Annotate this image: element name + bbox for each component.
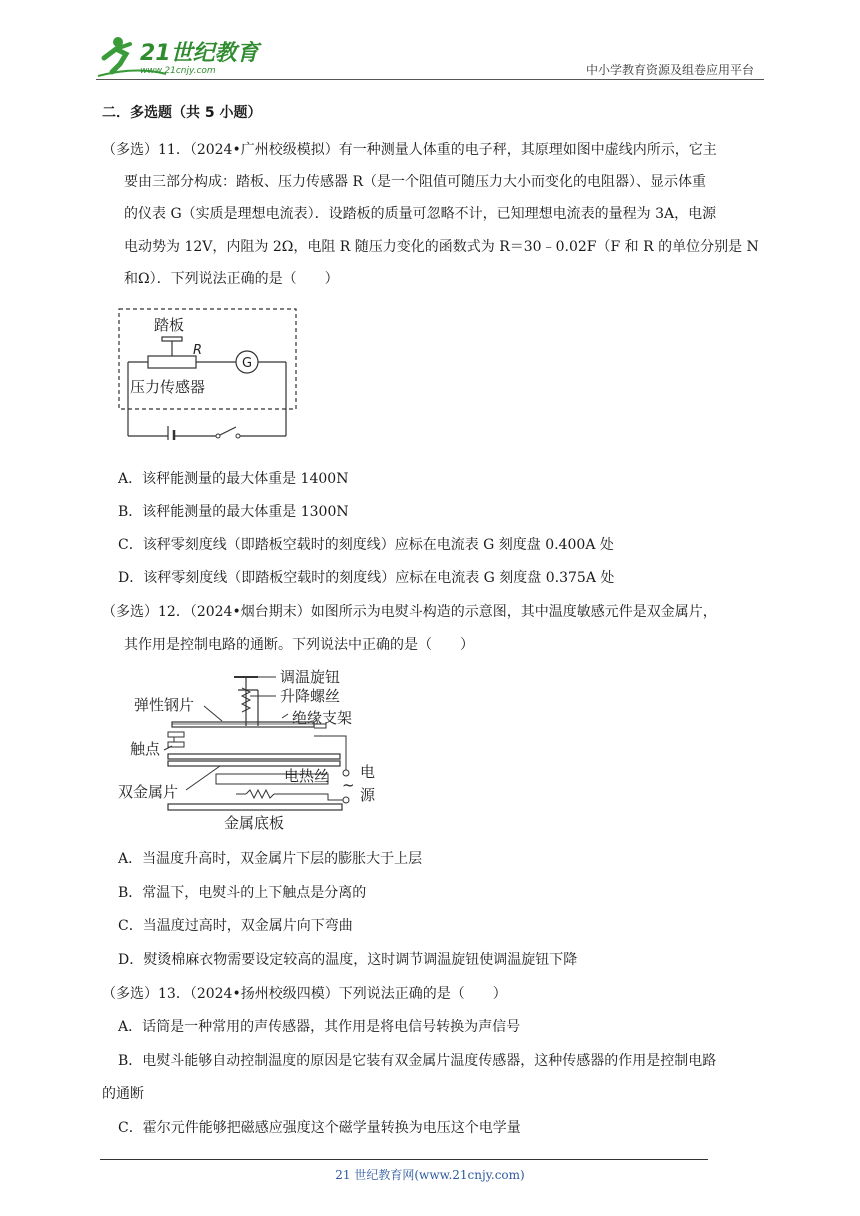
q11-line-1: （多选）11．（2024•广州校级模拟）有一种测量人体重的电子秤，其原理如图中虚线内所示，它主 <box>102 142 717 158</box>
q12-option-b: B．常温下，电熨斗的上下触点是分离的 <box>118 885 367 901</box>
footer-text[interactable]: 21 世纪教育网(www.21cnjy.com) <box>335 1168 525 1182</box>
heater-label: 电热丝 <box>284 767 330 785</box>
q11-option-b: B．该秤能测量的最大体重是 1300N <box>118 504 349 520</box>
q12-line-2: 其作用是控制电路的通断。下列说法中正确的是（ ） <box>124 637 474 653</box>
q12-iron-figure <box>116 666 396 836</box>
pedal-label: 踏板 <box>154 316 185 334</box>
resistor-r-label: R <box>193 343 203 358</box>
site-logo <box>96 36 266 80</box>
q13-option-b: B．电熨斗能够自动控制温度的原因是它装有双金属片温度传感器，这种传感器的作用是控制电路 <box>118 1053 717 1069</box>
knob-label: 调温旋钮 <box>280 668 341 686</box>
power-label-2: 源 <box>360 786 376 804</box>
contact-label: 触点 <box>130 740 161 758</box>
q11-line-5: 和Ω）．下列说法正确的是（ ） <box>124 271 339 287</box>
pressure-sensor-resistor <box>148 356 196 368</box>
power-label-1: 电 <box>360 763 376 781</box>
logo-url-text: www.21cnjy.com <box>140 66 216 76</box>
header-platform-text: 中小学教育资源及组卷应用平台 <box>585 63 754 77</box>
q13-option-a: A．话筒是一种常用的声传感器，其作用是将电信号转换为声信号 <box>118 1019 521 1035</box>
spring-label: 弹性钢片 <box>134 696 195 714</box>
section-title: 二．多选题（共 5 小题） <box>102 105 262 121</box>
header-divider <box>96 79 764 80</box>
q11-option-a: A．该秤能测量的最大体重是 1400N <box>118 471 349 487</box>
q11-option-d: D．该秤零刻度线（即踏板空载时的刻度线）应标在电流表 G 刻度盘 0.375A 处 <box>118 570 615 586</box>
q12-option-a: A．当温度升高时，双金属片下层的膨胀大于上层 <box>118 851 423 867</box>
bimetal-label: 双金属片 <box>118 783 179 801</box>
q13-option-b-cont: 的通断 <box>102 1086 144 1102</box>
sensor-label: 压力传感器 <box>130 378 206 396</box>
q12-option-c: C．当温度过高时，双金属片向下弯曲 <box>118 918 353 934</box>
q11-line-2: 要由三部分构成：踏板、压力传感器 R（是一个阻值可随压力大小而变化的电阻器）、显示体重 <box>124 174 706 190</box>
q11-option-c: C．该秤零刻度线（即踏板空载时的刻度线）应标在电流表 G 刻度盘 0.400A 处 <box>118 537 614 553</box>
base-label: 金属底板 <box>224 814 285 832</box>
q13-option-c: C．霍尔元件能够把磁感应强度这个磁学量转换为电压这个电学量 <box>118 1120 521 1136</box>
q13-line-1: （多选）13．（2024•扬州校级四模）下列说法正确的是（ ） <box>102 986 507 1002</box>
logo-text: 21世纪教育 <box>140 41 259 66</box>
ammeter-g-label: G <box>242 356 253 371</box>
tilde-label: ~ <box>342 776 355 794</box>
q11-circuit-figure <box>116 306 302 444</box>
q12-line-1: （多选）12．（2024•烟台期末）如图所示为电熨斗构造的示意图，其中温度敏感元件是双金属片， <box>102 604 717 620</box>
footer-divider <box>100 1159 708 1160</box>
bracket-label: 绝缘支架 <box>292 709 353 727</box>
q11-line-4: 电动势为 12V，内阻为 2Ω，电阻 R 随压力变化的函数式为 R＝30﹣0.02F（F 和 R 的单位分别是 N <box>124 239 759 255</box>
q12-option-d: D．熨烫棉麻衣物需要设定较高的温度，这时调节调温旋钮使调温旋钮下降 <box>118 952 578 968</box>
screw-label: 升降螺丝 <box>280 687 341 705</box>
q11-line-3: 的仪表 G（实质是理想电流表）．设踏板的质量可忽略不计，已知理想电流表的量程为 3A，电源 <box>124 206 717 222</box>
switch <box>220 427 236 435</box>
